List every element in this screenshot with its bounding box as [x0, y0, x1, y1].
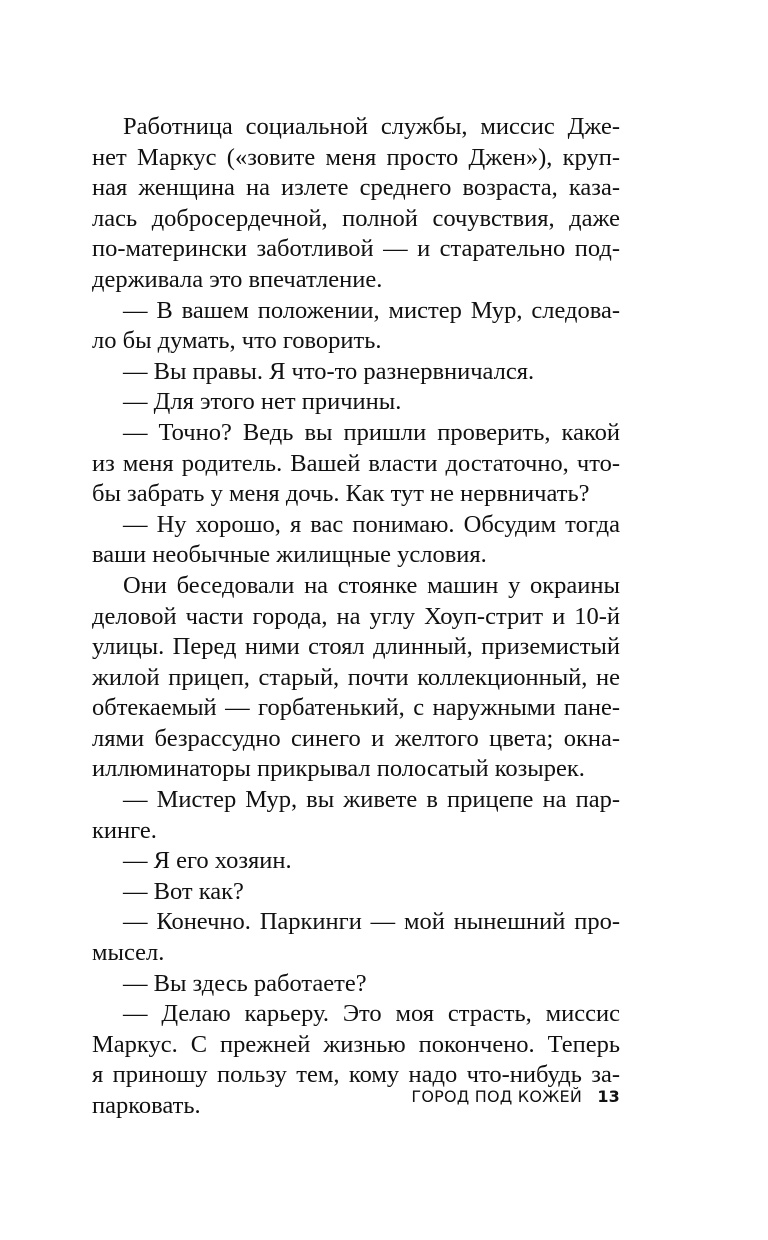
text-line: Они беседовали на стоянке машин у окраины [123, 571, 620, 599]
text-line: кинге. [92, 816, 157, 844]
paragraph [92, 785, 620, 846]
text-line: — Для этого нет причины. [123, 388, 402, 416]
text-line: бы забрать у меня дочь. Как тут не нервничать? [92, 480, 590, 508]
paragraph [92, 296, 620, 357]
paragraph [92, 387, 620, 418]
text-line: — Мистер Мур, вы живете в прицепе на пар- [123, 786, 620, 814]
text-line: — Вы правы. Я что-то разнервничался. [123, 357, 535, 385]
text-line: ная женщина на излете среднего возраста, каза- [92, 174, 620, 202]
text-line: нет Маркус («зовите меня просто Джен»), круп- [92, 143, 620, 171]
paragraph [92, 877, 620, 908]
text-line: я приношу пользу тем, кому надо что-нибудь за- [92, 1061, 620, 1089]
text-line: улицы. Перед ними стоял длинный, приземистый [92, 633, 620, 661]
text-line: — Вот как? [123, 877, 244, 905]
text-line: Маркус. С прежней жизнью покончено. Теперь [92, 1030, 620, 1058]
paragraph [92, 112, 620, 296]
text-line: ваши необычные жилищные условия. [92, 541, 487, 569]
text-line: — Конечно. Паркинги — мой нынешний про- [123, 908, 620, 936]
page-text [92, 112, 620, 1122]
text-line: — Вы здесь работаете? [123, 969, 367, 997]
text-line: ло бы думать, что говорить. [92, 327, 382, 355]
running-footer [92, 1087, 620, 1106]
paragraph [92, 571, 620, 785]
text-line: из меня родитель. Вашей власти достаточно, что- [92, 449, 620, 477]
text-line: — Делаю карьеру. Это моя страсть, миссис [123, 1000, 620, 1028]
text-line: — Ну хорошо, я вас понимаю. Обсудим тогда [123, 510, 620, 538]
running-title: ГОРОД ПОД КОЖЕЙ [411, 1087, 583, 1106]
page-number: 13 [597, 1087, 620, 1106]
text-line: лями безрассудно синего и желтого цвета; окна- [92, 724, 620, 752]
text-line: — Я его хозяин. [123, 847, 292, 875]
text-line: держивала это впечатление. [92, 265, 383, 293]
paragraph [92, 846, 620, 877]
text-line: обтекаемый — горбатенький, с наружными пане- [92, 694, 620, 722]
paragraph [92, 510, 620, 571]
text-line: иллюминаторы прикрывал полосатый козырек. [92, 755, 585, 783]
text-line: деловой части города, на углу Хоуп-стрит и 10-й [92, 602, 620, 630]
text-line: по-матерински заботливой — и старательно под- [92, 235, 620, 263]
paragraph [92, 969, 620, 1000]
text-line: — В вашем положении, мистер Мур, следова- [123, 296, 620, 324]
text-line: — Точно? Ведь вы пришли проверить, какой [123, 418, 620, 446]
paragraph [92, 907, 620, 968]
paragraph [92, 418, 620, 510]
text-line: жилой прицеп, старый, почти коллекционный, не [92, 663, 620, 691]
text-line: лась добросердечной, полной сочувствия, даже [92, 204, 620, 232]
paragraph [92, 357, 620, 388]
text-line: парковать. [92, 1092, 201, 1119]
text-line: мысел. [92, 939, 165, 967]
text-line: Работница социальной службы, миссис Дже- [123, 113, 620, 140]
